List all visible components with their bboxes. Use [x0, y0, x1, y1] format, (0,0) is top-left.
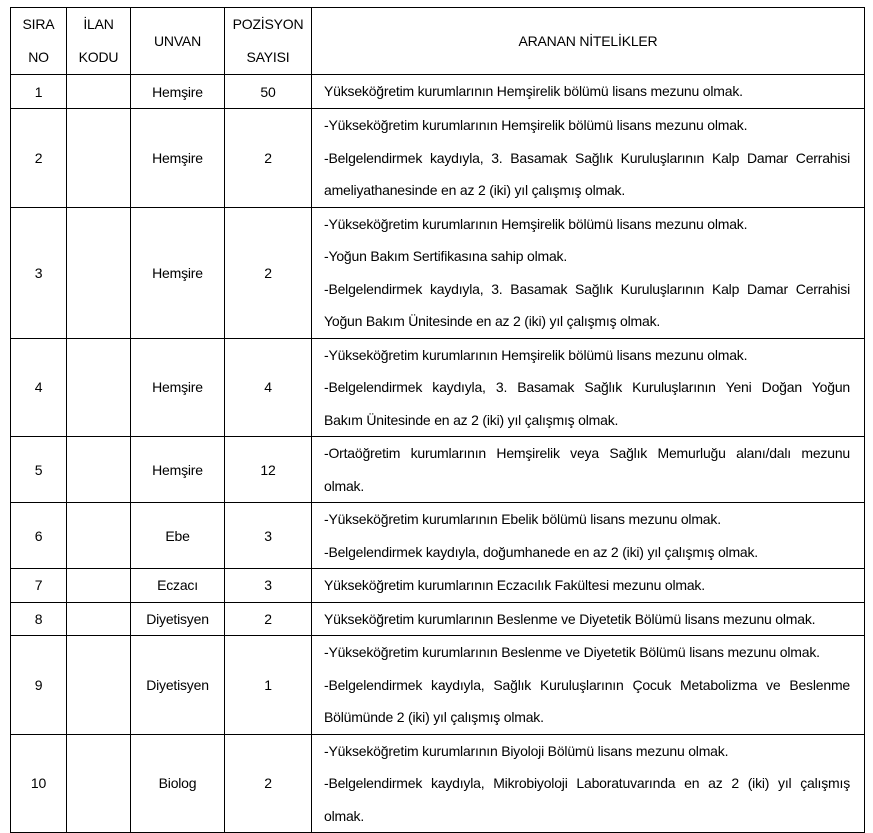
- sira-no-cell: 6: [11, 503, 67, 569]
- sira-no-cell: 1: [11, 75, 67, 109]
- qualification-line: Bölümünde 2 (iki) yıl çalışmış olmak.: [324, 709, 544, 725]
- job-positions-table: [10, 7, 865, 833]
- sira-no-cell: 5: [11, 437, 67, 503]
- unvan-cell: Hemşire: [131, 338, 225, 437]
- nitelikler-cell: [312, 734, 865, 833]
- qualification-line: -Yükseköğretim kurumlarının Biyoloji Bölümü lisans mezunu olmak.: [324, 742, 729, 759]
- nitelikler-cell: [312, 602, 865, 636]
- nitelikler-cell: [312, 636, 865, 735]
- qualification-line: -Yükseköğretim kurumlarının Beslenme ve Diyetetik Bölümü lisans mezunu olmak.: [324, 644, 820, 660]
- sira-no-cell: 9: [11, 636, 67, 735]
- qualification-line: olmak.: [324, 807, 365, 824]
- table-row: [11, 109, 865, 208]
- ilan-kodu-cell: [67, 569, 131, 603]
- pozisyon-sayisi-cell: 2: [225, 602, 312, 636]
- header-ilan-kodu-line1: İLAN: [83, 16, 114, 32]
- sira-no-cell: 8: [11, 602, 67, 636]
- nitelikler-cell: [312, 503, 865, 569]
- ilan-kodu-cell: [67, 109, 131, 208]
- qualification-line: olmak.: [324, 477, 365, 494]
- pozisyon-sayisi-cell: 1: [225, 636, 312, 735]
- unvan-cell: Hemşire: [131, 75, 225, 109]
- qualification-line: ameliyathanesinde en az 2 (iki) yıl çalışmış olmak.: [324, 182, 626, 198]
- unvan-cell: Diyetisyen: [131, 636, 225, 735]
- header-pozisyon-line2: SAYISI: [246, 49, 290, 65]
- pozisyon-sayisi-cell: 12: [225, 437, 312, 503]
- qualification-line: -Belgelendirmek kaydıyla, Mikrobiyoloji Laboratuvarında en az 2 (iki) yıl çalışmış: [324, 775, 850, 791]
- qualification-line: -Yükseköğretim kurumlarının Hemşirelik bölümü lisans mezunu olmak.: [324, 117, 748, 133]
- table-row: [11, 437, 865, 503]
- ilan-kodu-cell: [67, 437, 131, 503]
- qualification-line: Yükseköğretim kurumlarının Beslenme ve Diyetetik Bölümü lisans mezunu olmak.: [324, 610, 816, 627]
- qualification-line: -Ortaöğretim kurumlarının Hemşirelik veya Sağlık Memurluğu alanı/dalı mezunu: [324, 445, 850, 461]
- unvan-cell: Diyetisyen: [131, 602, 225, 636]
- table-row: [11, 569, 865, 603]
- ilan-kodu-cell: [67, 734, 131, 833]
- table-row: [11, 75, 865, 109]
- table-row: [11, 207, 865, 338]
- table-row: [11, 636, 865, 735]
- nitelikler-cell: [312, 207, 865, 338]
- nitelikler-cell: [312, 75, 865, 109]
- ilan-kodu-cell: [67, 503, 131, 569]
- qualification-line: -Belgelendirmek kaydıyla, 3. Basamak Sağlık Kuruluşlarının Kalp Damar Cerrahisi: [324, 149, 850, 166]
- header-unvan: UNVAN: [131, 8, 225, 75]
- ilan-kodu-cell: [67, 75, 131, 109]
- pozisyon-sayisi-cell: 2: [225, 207, 312, 338]
- pozisyon-sayisi-cell: 3: [225, 569, 312, 603]
- table-row: [11, 338, 865, 437]
- unvan-cell: Biolog: [131, 734, 225, 833]
- qualification-line: -Belgelendirmek kaydıyla, 3. Basamak Sağlık Kuruluşlarının Yeni Doğan Yoğun: [324, 379, 850, 395]
- pozisyon-sayisi-cell: 4: [225, 338, 312, 437]
- qualification-line: Yükseköğretim kurumlarının Hemşirelik bölümü lisans mezunu olmak.: [324, 83, 743, 100]
- nitelikler-cell: [312, 437, 865, 503]
- sira-no-cell: 7: [11, 569, 67, 603]
- header-pozisyon-line1: POZİSYON: [232, 16, 304, 32]
- table-row: [11, 602, 865, 636]
- unvan-cell: Hemşire: [131, 437, 225, 503]
- header-sira-no: [11, 8, 67, 75]
- ilan-kodu-cell: [67, 207, 131, 338]
- qualification-line: Yükseköğretim kurumlarının Eczacılık Fakültesi mezunu olmak.: [324, 577, 705, 593]
- table-row: [11, 734, 865, 833]
- qualification-line: -Belgelendirmek kaydıyla, Sağlık Kuruluşlarının Çocuk Metabolizma ve Beslenme: [324, 676, 850, 693]
- qualification-line: -Belgelendirmek kaydıyla, doğumhanede en az 2 (iki) yıl çalışmış olmak.: [324, 543, 758, 560]
- header-sira-no-line1: SIRA: [22, 16, 55, 32]
- qualification-line: -Yükseköğretim kurumlarının Ebelik bölümü lisans mezunu olmak.: [324, 511, 721, 527]
- ilan-kodu-cell: [67, 602, 131, 636]
- header-ilan-kodu: [67, 8, 131, 75]
- pozisyon-sayisi-cell: 2: [225, 109, 312, 208]
- pozisyon-sayisi-cell: 2: [225, 734, 312, 833]
- qualification-line: -Yükseköğretim kurumlarının Hemşirelik bölümü lisans mezunu olmak.: [324, 215, 748, 232]
- nitelikler-cell: [312, 569, 865, 603]
- pozisyon-sayisi-cell: 50: [225, 75, 312, 109]
- nitelikler-cell: [312, 338, 865, 437]
- qualification-line: Yoğun Bakım Ünitesinde en az 2 (iki) yıl çalışmış olmak.: [324, 313, 661, 329]
- header-row: [11, 8, 865, 75]
- table-row: [11, 503, 865, 569]
- sira-no-cell: 10: [11, 734, 67, 833]
- qualification-line: -Yoğun Bakım Sertifikasına sahip olmak.: [324, 248, 568, 264]
- sira-no-cell: 4: [11, 338, 67, 437]
- unvan-cell: Hemşire: [131, 207, 225, 338]
- table-body: [11, 75, 865, 833]
- sira-no-cell: 2: [11, 109, 67, 208]
- sira-no-cell: 3: [11, 207, 67, 338]
- header-pozisyon-sayisi: [225, 8, 312, 75]
- header-aranan-nitelikler: ARANAN NİTELİKLER: [312, 8, 865, 75]
- header-sira-no-line2: NO: [28, 49, 49, 65]
- unvan-cell: Hemşire: [131, 109, 225, 208]
- qualification-line: -Yükseköğretim kurumlarının Hemşirelik bölümü lisans mezunu olmak.: [324, 346, 748, 363]
- nitelikler-cell: [312, 109, 865, 208]
- unvan-cell: Eczacı: [131, 569, 225, 603]
- ilan-kodu-cell: [67, 338, 131, 437]
- unvan-cell: Ebe: [131, 503, 225, 569]
- ilan-kodu-cell: [67, 636, 131, 735]
- qualification-line: -Belgelendirmek kaydıyla, 3. Basamak Sağlık Kuruluşlarının Kalp Damar Cerrahisi: [324, 280, 850, 297]
- header-ilan-kodu-line2: KODU: [78, 49, 119, 65]
- qualification-line: Bakım Ünitesinde en az 2 (iki) yıl çalışmış olmak.: [324, 411, 619, 428]
- pozisyon-sayisi-cell: 3: [225, 503, 312, 569]
